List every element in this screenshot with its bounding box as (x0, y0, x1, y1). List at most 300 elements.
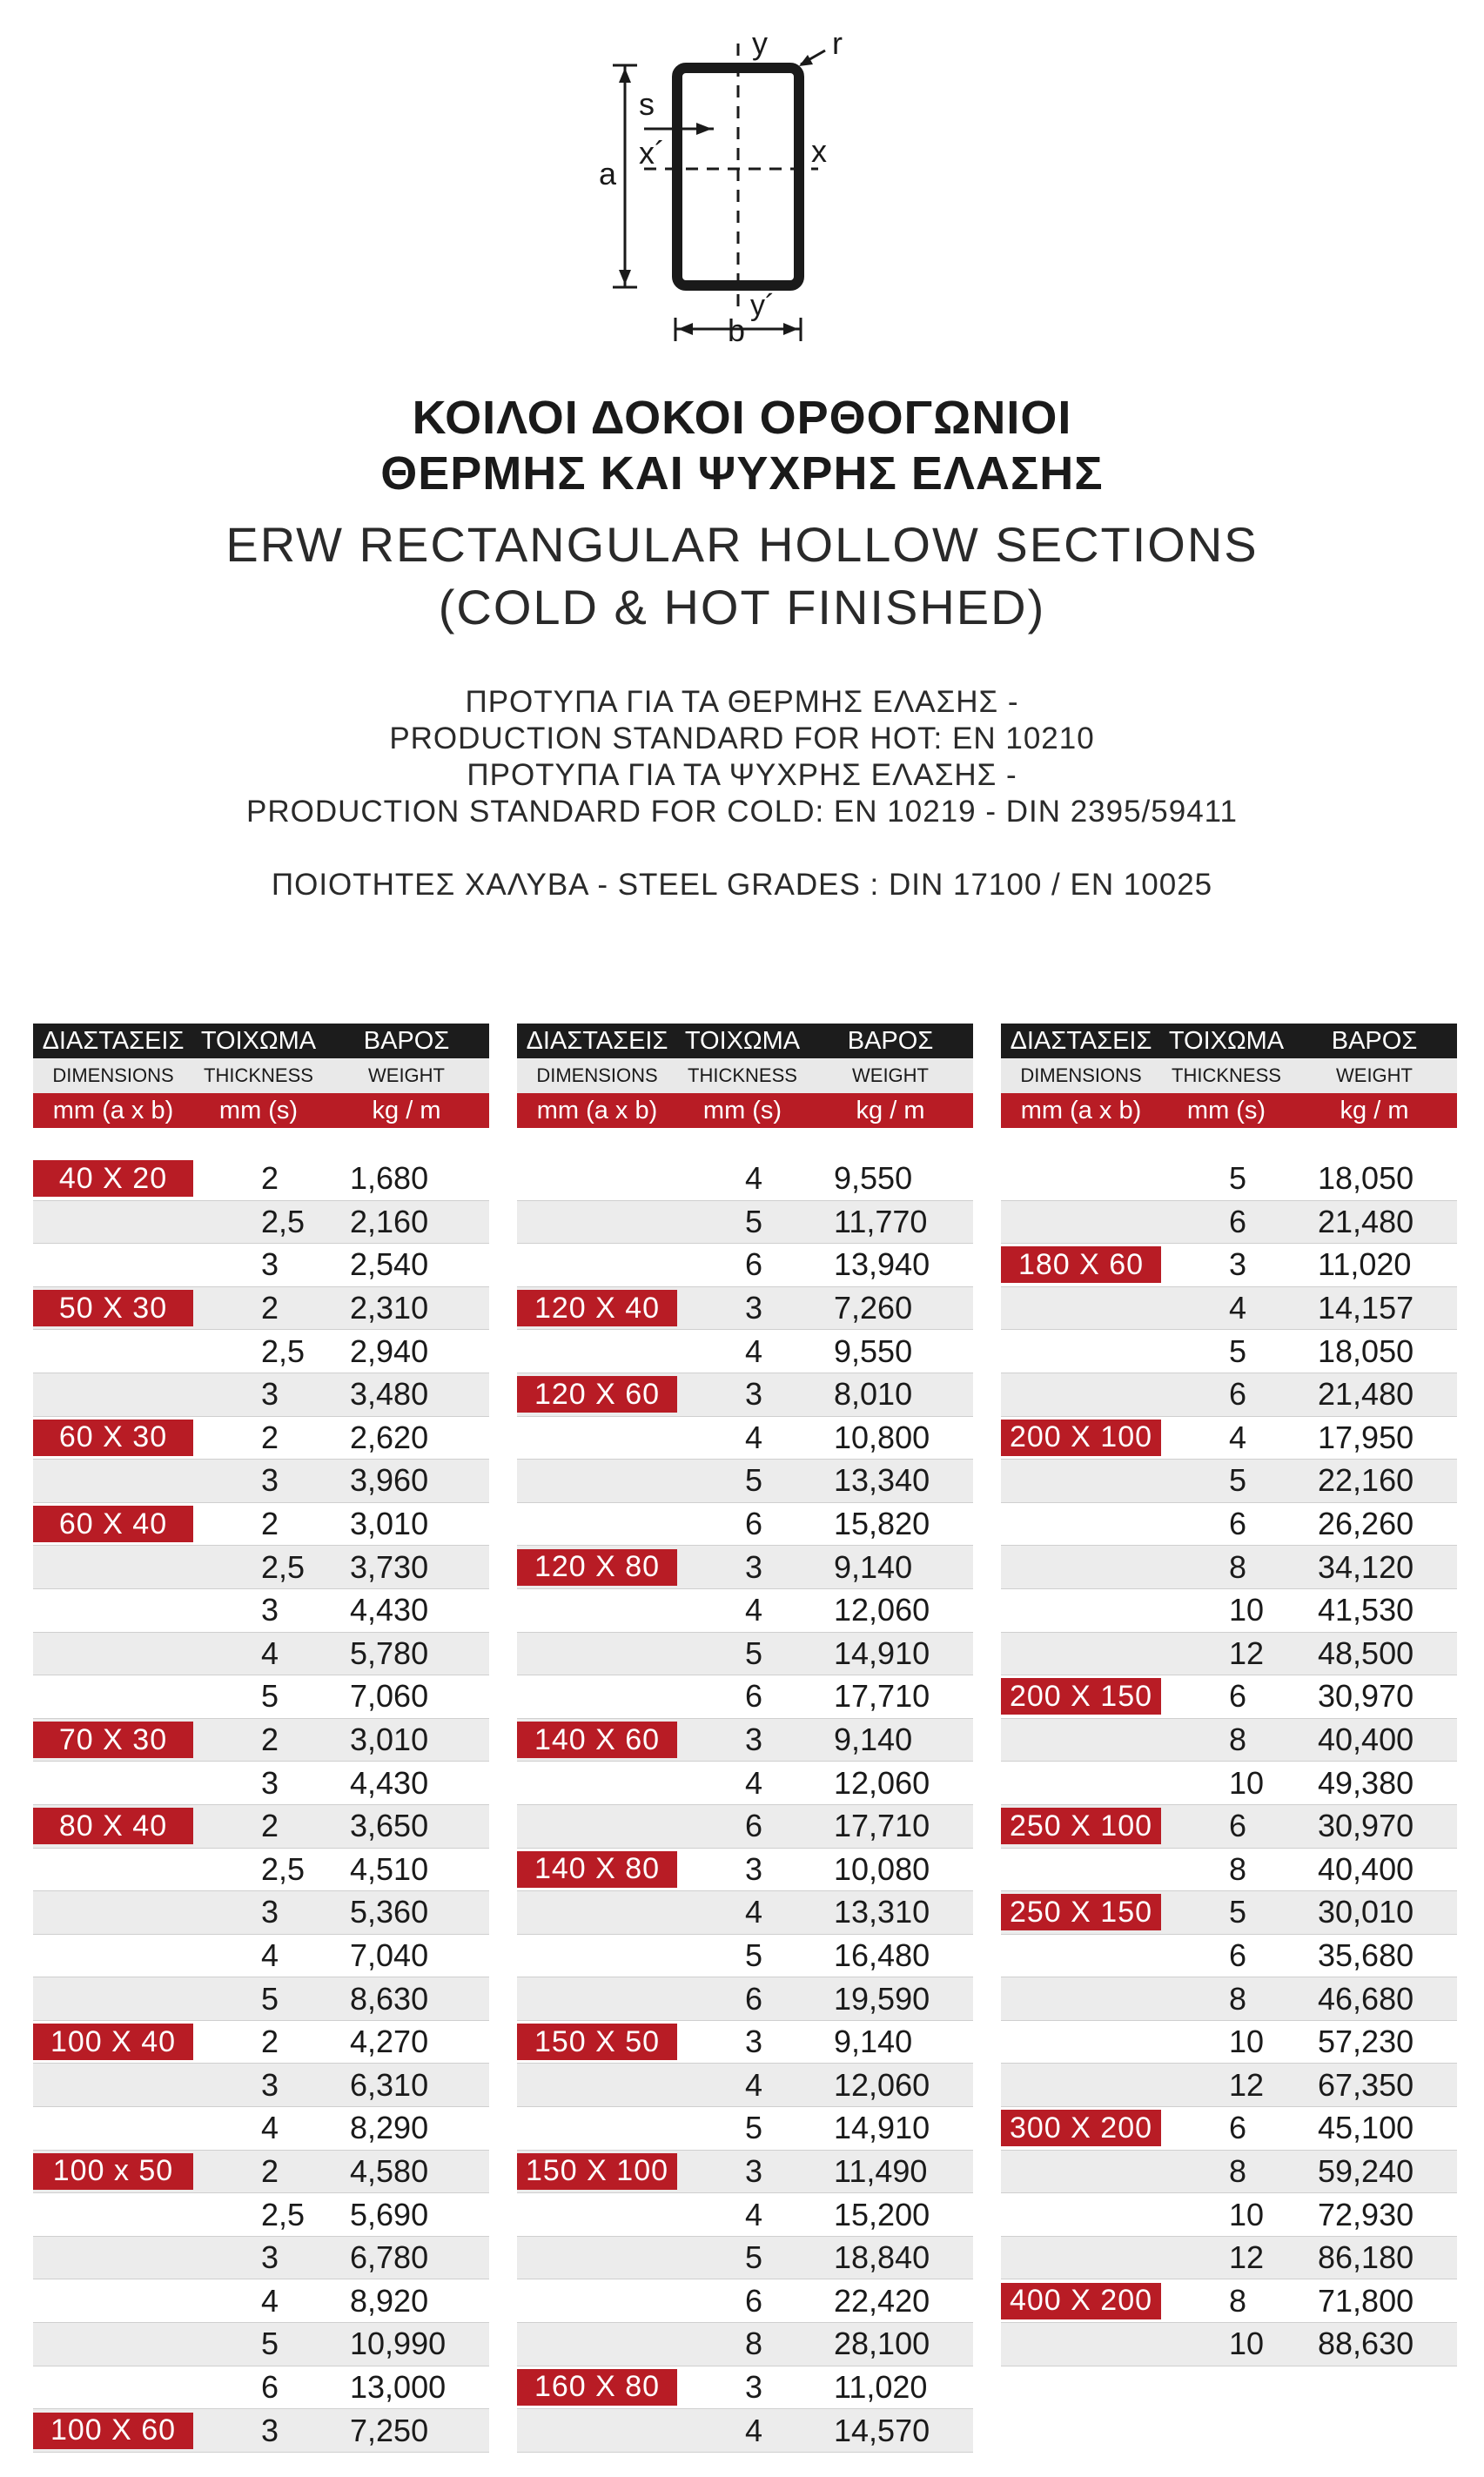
thickness-cell: 2 (261, 1808, 279, 1844)
table-row (1001, 1762, 1457, 1805)
table-column-2 (517, 1024, 973, 2453)
standards-block (0, 684, 1484, 830)
weight-cell: 71,800 (1318, 2282, 1414, 2319)
weight-cell: 8,920 (350, 2282, 429, 2319)
dimension-tag: 140 X 60 (517, 1722, 677, 1758)
thickness-cell: 4 (745, 1592, 763, 1628)
dimension-cell (1001, 1678, 1161, 1715)
weight-cell: 17,710 (834, 1678, 930, 1715)
header-dim-gr: ΔΙΑΣΤΑΣΕΙΣ (1010, 1026, 1152, 1055)
dimension-cell (1001, 1462, 1161, 1499)
dimension-tag: 70 X 30 (33, 1722, 193, 1758)
weight-cell: 9,140 (834, 1548, 913, 1585)
cross-section-diagram (0, 0, 1484, 366)
header-thk-unit: mm (s) (218, 1096, 299, 1124)
weight-cell: 40,400 (1318, 1722, 1414, 1758)
dimension-cell (517, 1981, 677, 2017)
thickness-cell: 4 (745, 1419, 763, 1455)
thickness-cell: 3 (261, 1376, 279, 1413)
header-wt-en: WEIGHT (368, 1064, 445, 1086)
thickness-cell: 6 (745, 1506, 763, 1542)
dimension-cell (1001, 2239, 1161, 2276)
thickness-cell: 2 (261, 1290, 279, 1326)
standard-line3: ΠΡΟΤΥΠΑ ΓΙΑ ΤΑ ΨΥΧΡΗΣ ΕΛΑΣΗΣ - (467, 758, 1017, 792)
header-dim-en: DIMENSIONS (1020, 1064, 1142, 1086)
dimension-cell (517, 1678, 677, 1715)
weight-cell: 48,500 (1318, 1635, 1414, 1671)
dimension-cell (517, 1894, 677, 1930)
dimension-tag: 120 X 80 (517, 1549, 677, 1586)
thickness-cell: 5 (745, 1937, 763, 1973)
table-row (33, 1762, 489, 1805)
dimension-cell (1001, 1851, 1161, 1888)
table-row (33, 1977, 489, 2021)
weight-cell: 4,430 (350, 1592, 429, 1628)
thickness-cell: 5 (1229, 1462, 1247, 1499)
weight-cell: 26,260 (1318, 1506, 1414, 1542)
thickness-cell: 3 (261, 1246, 279, 1283)
table-row (1001, 2107, 1457, 2151)
label-a: a (599, 156, 617, 191)
title-english (0, 514, 1484, 639)
dimension-cell (1001, 2067, 1161, 2104)
dimension-cell (1001, 1333, 1161, 1370)
thickness-cell: 2 (261, 2152, 279, 2189)
dimension-cell (33, 1290, 193, 1326)
table-row (33, 2193, 489, 2237)
dimension-cell (33, 2153, 193, 2190)
weight-cell: 11,490 (834, 2152, 928, 2189)
weight-cell: 11,770 (834, 1203, 928, 1239)
dimension-cell (1001, 2326, 1161, 2362)
weight-cell: 59,240 (1318, 2152, 1414, 2189)
thickness-cell: 2 (261, 1722, 279, 1758)
weight-cell: 4,510 (350, 1850, 429, 1887)
dimension-cell (1001, 1204, 1161, 1240)
weight-cell: 19,590 (834, 1980, 930, 2017)
weight-cell: 7,260 (834, 1290, 913, 1326)
thickness-cell: 3 (261, 1592, 279, 1628)
thickness-cell: 5 (1229, 1332, 1247, 1369)
dimension-cell (517, 1765, 677, 1802)
dimension-cell (517, 2326, 677, 2362)
table-row (1001, 1805, 1457, 1849)
dimension-cell (1001, 1592, 1161, 1628)
weight-cell: 57,230 (1318, 2024, 1414, 2060)
thickness-cell: 3 (745, 2152, 763, 2189)
thickness-cell: 6 (1229, 1506, 1247, 1542)
dimension-cell (1001, 1506, 1161, 1542)
dimension-tag: 50 X 30 (33, 1290, 193, 1326)
thickness-cell: 4 (1229, 1419, 1247, 1455)
thickness-cell: 5 (1229, 1160, 1247, 1197)
table-row (33, 2279, 489, 2323)
title-greek-line1: ΚΟΙΛΟΙ ΔΟΚΟΙ ΟΡΘΟΓΩΝΙΟΙ (412, 392, 1072, 444)
thickness-cell: 3 (261, 1764, 279, 1801)
dimension-cell (1001, 1246, 1161, 1283)
dimension-cell (517, 1160, 677, 1197)
weight-cell: 86,180 (1318, 2239, 1414, 2276)
weight-cell: 30,010 (1318, 1894, 1414, 1930)
dimension-cell (33, 2369, 193, 2406)
weight-cell: 1,680 (350, 1160, 429, 1197)
table-header-english (517, 1058, 973, 1093)
thickness-cell: 6 (1229, 1937, 1247, 1973)
table-row (33, 1589, 489, 1633)
dimension-cell (1001, 1894, 1161, 1930)
table-row (517, 1849, 973, 1892)
thickness-cell: 12 (1229, 1635, 1265, 1671)
dimension-cell (33, 1981, 193, 2017)
table-row (33, 2064, 489, 2107)
weight-cell: 14,910 (834, 1635, 930, 1671)
table-body (1001, 1158, 1457, 2366)
dimension-cell (33, 1420, 193, 1456)
dimension-cell (1001, 1549, 1161, 1586)
dimension-tag: 80 X 40 (33, 1808, 193, 1844)
weight-cell: 5,780 (350, 1635, 429, 1671)
weight-cell: 3,010 (350, 1722, 429, 1758)
weight-cell: 15,820 (834, 1506, 930, 1542)
thickness-cell: 2,5 (261, 2196, 306, 2232)
dimension-cell (1001, 2197, 1161, 2233)
thickness-cell: 10 (1229, 2024, 1265, 2060)
dimension-cell (517, 1420, 677, 1456)
table-column-3 (1001, 1024, 1457, 2366)
table-row (517, 2064, 973, 2107)
table-row (517, 1373, 973, 1417)
dimension-cell (1001, 1376, 1161, 1413)
label-y-top: y (752, 25, 768, 61)
weight-cell: 10,800 (834, 1419, 930, 1455)
table-row (1001, 1891, 1457, 1935)
header-wt-unit: kg / m (856, 1096, 925, 1124)
weight-cell: 5,690 (350, 2196, 429, 2232)
table-row (33, 2237, 489, 2280)
thickness-cell: 8 (1229, 1850, 1247, 1887)
thickness-cell: 5 (261, 1980, 279, 2017)
table-row (517, 1158, 973, 1201)
table-row (1001, 1373, 1457, 1417)
weight-cell: 28,100 (834, 2326, 930, 2362)
thickness-cell: 5 (745, 2239, 763, 2276)
dimension-cell (517, 1808, 677, 1844)
dimension-cell (1001, 1808, 1161, 1844)
dimension-cell (33, 1549, 193, 1586)
table-row (517, 1546, 973, 1589)
dimension-cell (517, 2024, 677, 2060)
table-row (1001, 2064, 1457, 2107)
weight-cell: 7,060 (350, 1678, 429, 1715)
thickness-cell: 4 (745, 1894, 763, 1930)
steel-grades-line: ΠΟΙΟΤΗΤΕΣ ΧΑΛΥΒΑ - STEEL GRADES : DIN 17100 / EN 10025 (271, 868, 1213, 902)
header-wt-unit: kg / m (1340, 1096, 1409, 1124)
thickness-cell: 8 (1229, 2152, 1247, 2189)
thickness-cell: 4 (745, 2196, 763, 2232)
table-row (1001, 1675, 1457, 1719)
thickness-cell: 5 (261, 1678, 279, 1715)
thickness-cell: 3 (745, 1722, 763, 1758)
table-row (33, 2366, 489, 2410)
weight-cell: 8,630 (350, 1980, 429, 2017)
table-row (33, 1675, 489, 1719)
weight-cell: 14,157 (1318, 1290, 1414, 1326)
dimension-tag: 100 X 60 (33, 2413, 193, 2449)
weight-cell: 3,010 (350, 1506, 429, 1542)
dimension-cell (517, 2197, 677, 2233)
header-dim-unit: mm (a x b) (1020, 1096, 1142, 1124)
table-row (1001, 2151, 1457, 2194)
weight-cell: 13,340 (834, 1462, 930, 1499)
table-column-1 (33, 1024, 489, 2453)
dimension-tag: 400 X 200 (1001, 2283, 1161, 2319)
table-row (1001, 1201, 1457, 1245)
dimension-cell (517, 2369, 677, 2406)
header-thk-unit: mm (s) (702, 1096, 782, 1124)
dimension-cell (33, 1894, 193, 1930)
weight-cell: 16,480 (834, 1937, 930, 1973)
thickness-cell: 8 (1229, 1548, 1247, 1585)
weight-cell: 9,550 (834, 1160, 913, 1197)
dimension-cell (517, 1246, 677, 1283)
dimension-cell (33, 1462, 193, 1499)
title-english-line2: (COLD & HOT FINISHED) (438, 580, 1046, 634)
table-row (517, 2021, 973, 2064)
weight-cell: 67,350 (1318, 2066, 1414, 2103)
table-body (33, 1158, 489, 2453)
weight-cell: 2,540 (350, 1246, 429, 1283)
title-greek-line2: ΘΕΡΜΗΣ ΚΑΙ ΨΥΧΡΗΣ ΕΛΑΣΗΣ (380, 447, 1104, 500)
thickness-cell: 10 (1229, 1592, 1265, 1628)
table-header-greek (1001, 1024, 1457, 1058)
thickness-cell: 3 (261, 1894, 279, 1930)
thickness-cell: 3 (745, 2368, 763, 2405)
table-row (517, 1719, 973, 1762)
thickness-cell: 4 (1229, 1290, 1247, 1326)
thickness-cell: 8 (1229, 1980, 1247, 2017)
dimension-cell (517, 1592, 677, 1628)
header-dim-en: DIMENSIONS (52, 1064, 174, 1086)
weight-cell: 9,140 (834, 1722, 913, 1758)
table-row (33, 1330, 489, 1373)
header-thk-unit: mm (s) (1186, 1096, 1266, 1124)
thickness-cell: 4 (261, 2282, 279, 2319)
table-row (517, 1633, 973, 1676)
weight-cell: 22,420 (834, 2282, 930, 2319)
weight-cell: 18,050 (1318, 1160, 1414, 1197)
dimension-tag: 60 X 40 (33, 1506, 193, 1542)
table-row (517, 2237, 973, 2280)
dimension-cell (33, 1506, 193, 1542)
header-thk-gr: ΤΟΙΧΩΜΑ (684, 1026, 801, 1055)
weight-cell: 12,060 (834, 1764, 930, 1801)
thickness-cell: 4 (261, 2110, 279, 2146)
table-row (1001, 1546, 1457, 1589)
dimension-tag: 250 X 150 (1001, 1894, 1161, 1930)
table-row (1001, 1417, 1457, 1460)
table-header-units (33, 1093, 489, 1128)
table-row (33, 2021, 489, 2064)
thickness-cell: 2,5 (261, 1548, 306, 1585)
thickness-cell: 3 (745, 1290, 763, 1326)
dimension-tag: 120 X 60 (517, 1376, 677, 1413)
weight-cell: 14,910 (834, 2110, 930, 2146)
thickness-cell: 6 (745, 1246, 763, 1283)
standard-line1: ΠΡΟΤΥΠΑ ΓΙΑ ΤΑ ΘΕΡΜΗΣ ΕΛΑΣΗΣ - (465, 685, 1019, 719)
thickness-cell: 4 (261, 1937, 279, 1973)
dimension-tag: 200 X 150 (1001, 1678, 1161, 1715)
dimension-cell (33, 1160, 193, 1197)
table-row (517, 2323, 973, 2366)
dimension-cell (33, 2239, 193, 2276)
table-row (517, 2366, 973, 2410)
weight-cell: 13,000 (350, 2368, 447, 2405)
weight-cell: 72,930 (1318, 2196, 1414, 2232)
header-dim-gr: ΔΙΑΣΤΑΣΕΙΣ (526, 1026, 668, 1055)
dimension-tag: 150 X 100 (517, 2153, 677, 2190)
table-row (1001, 2193, 1457, 2237)
table-row (1001, 1589, 1457, 1633)
thickness-cell: 6 (745, 1678, 763, 1715)
thickness-cell: 6 (1229, 1203, 1247, 1239)
dimension-cell (33, 2067, 193, 2104)
dimension-cell (517, 2110, 677, 2146)
weight-cell: 7,040 (350, 1937, 429, 1973)
thickness-cell: 2,5 (261, 1850, 306, 1887)
weight-cell: 18,050 (1318, 1332, 1414, 1369)
header-wt-gr: ΒΑΡΟΣ (1331, 1026, 1418, 1055)
table-row (1001, 1244, 1457, 1287)
thickness-cell: 2,5 (261, 1332, 306, 1369)
weight-cell: 3,730 (350, 1548, 429, 1585)
thickness-cell: 10 (1229, 2196, 1265, 2232)
dimension-tag: 60 X 30 (33, 1420, 193, 1456)
dimension-cell (517, 2153, 677, 2190)
dimension-cell (33, 1246, 193, 1283)
thickness-cell: 5 (261, 2326, 279, 2362)
table-row (1001, 1460, 1457, 1503)
dimension-cell (517, 1376, 677, 1413)
dimension-tag: 140 X 80 (517, 1851, 677, 1888)
table-row (517, 2193, 973, 2237)
thickness-cell: 5 (745, 1462, 763, 1499)
weight-cell: 15,200 (834, 2196, 930, 2232)
weight-cell: 22,160 (1318, 1462, 1414, 1499)
dimension-cell (33, 2197, 193, 2233)
weight-cell: 6,310 (350, 2066, 429, 2103)
thickness-cell: 3 (261, 2239, 279, 2276)
dimension-tag: 250 X 100 (1001, 1808, 1161, 1844)
thickness-cell: 3 (261, 2412, 279, 2448)
table-row (1001, 2279, 1457, 2323)
header-thk-en: THICKNESS (688, 1064, 797, 1086)
dimension-cell (33, 1376, 193, 1413)
weight-cell: 13,310 (834, 1894, 930, 1930)
dimension-cell (1001, 1420, 1161, 1456)
header-wt-gr: ΒΑΡΟΣ (363, 1026, 450, 1055)
table-row (517, 2279, 973, 2323)
weight-cell: 21,480 (1318, 1376, 1414, 1413)
thickness-cell: 3 (745, 1850, 763, 1887)
thickness-cell: 2 (261, 1160, 279, 1197)
weight-cell: 21,480 (1318, 1203, 1414, 1239)
weight-cell: 88,630 (1318, 2326, 1414, 2362)
label-y-bottom: y´ (750, 289, 776, 322)
table-row (517, 1503, 973, 1547)
table-row (33, 1201, 489, 1245)
weight-cell: 46,680 (1318, 1980, 1414, 2017)
thickness-cell: 8 (745, 2326, 763, 2362)
weight-cell: 10,990 (350, 2326, 447, 2362)
weight-cell: 9,550 (834, 1332, 913, 1369)
label-x-prime: x´ (639, 135, 665, 171)
dimension-cell (33, 1204, 193, 1240)
table-row (517, 1330, 973, 1373)
table-row (1001, 1719, 1457, 1762)
dimension-tag: 120 X 40 (517, 1290, 677, 1326)
steel-grades (0, 867, 1484, 903)
thickness-cell: 12 (1229, 2239, 1265, 2276)
header-thk-en: THICKNESS (1172, 1064, 1281, 1086)
table-row (33, 1805, 489, 1849)
table-row (33, 1460, 489, 1503)
dimension-cell (517, 2239, 677, 2276)
thickness-cell: 10 (1229, 2326, 1265, 2362)
thickness-cell: 4 (745, 1764, 763, 1801)
table-row (1001, 1935, 1457, 1978)
thickness-cell: 3 (1229, 1246, 1247, 1283)
dimension-cell (517, 2283, 677, 2319)
thickness-cell: 5 (745, 2110, 763, 2146)
weight-cell: 2,620 (350, 1419, 429, 1455)
table-header-greek (33, 1024, 489, 1058)
dimension-cell (33, 1937, 193, 1974)
thickness-cell: 3 (745, 2024, 763, 2060)
dimension-cell (1001, 2283, 1161, 2319)
table-row (1001, 1633, 1457, 1676)
thickness-cell: 4 (745, 1332, 763, 1369)
thickness-cell: 5 (745, 1635, 763, 1671)
dimension-cell (517, 1937, 677, 1974)
header-dim-unit: mm (a x b) (536, 1096, 658, 1124)
table-header-greek (517, 1024, 973, 1058)
table-row (1001, 2021, 1457, 2064)
table-row (1001, 1158, 1457, 1201)
thickness-cell: 6 (1229, 1678, 1247, 1715)
thickness-cell: 6 (1229, 1808, 1247, 1844)
weight-cell: 8,290 (350, 2110, 429, 2146)
title-greek (0, 390, 1484, 501)
weight-cell: 9,140 (834, 2024, 913, 2060)
table-row (33, 1244, 489, 1287)
table-row (1001, 1977, 1457, 2021)
dimension-cell (33, 2326, 193, 2362)
header-dim-unit: mm (a x b) (52, 1096, 174, 1124)
dimension-cell (33, 2283, 193, 2319)
weight-cell: 30,970 (1318, 1678, 1414, 1715)
weight-cell: 11,020 (834, 2368, 928, 2405)
dimension-cell (517, 2413, 677, 2449)
thickness-cell: 8 (1229, 2282, 1247, 2319)
table-row (33, 1287, 489, 1331)
weight-cell: 6,780 (350, 2239, 429, 2276)
weight-cell: 35,680 (1318, 1937, 1414, 1973)
weight-cell: 13,940 (834, 1246, 930, 1283)
dimension-cell (1001, 1160, 1161, 1197)
weight-cell: 17,950 (1318, 1419, 1414, 1455)
dimension-cell (33, 1592, 193, 1628)
dimension-cell (517, 1722, 677, 1758)
